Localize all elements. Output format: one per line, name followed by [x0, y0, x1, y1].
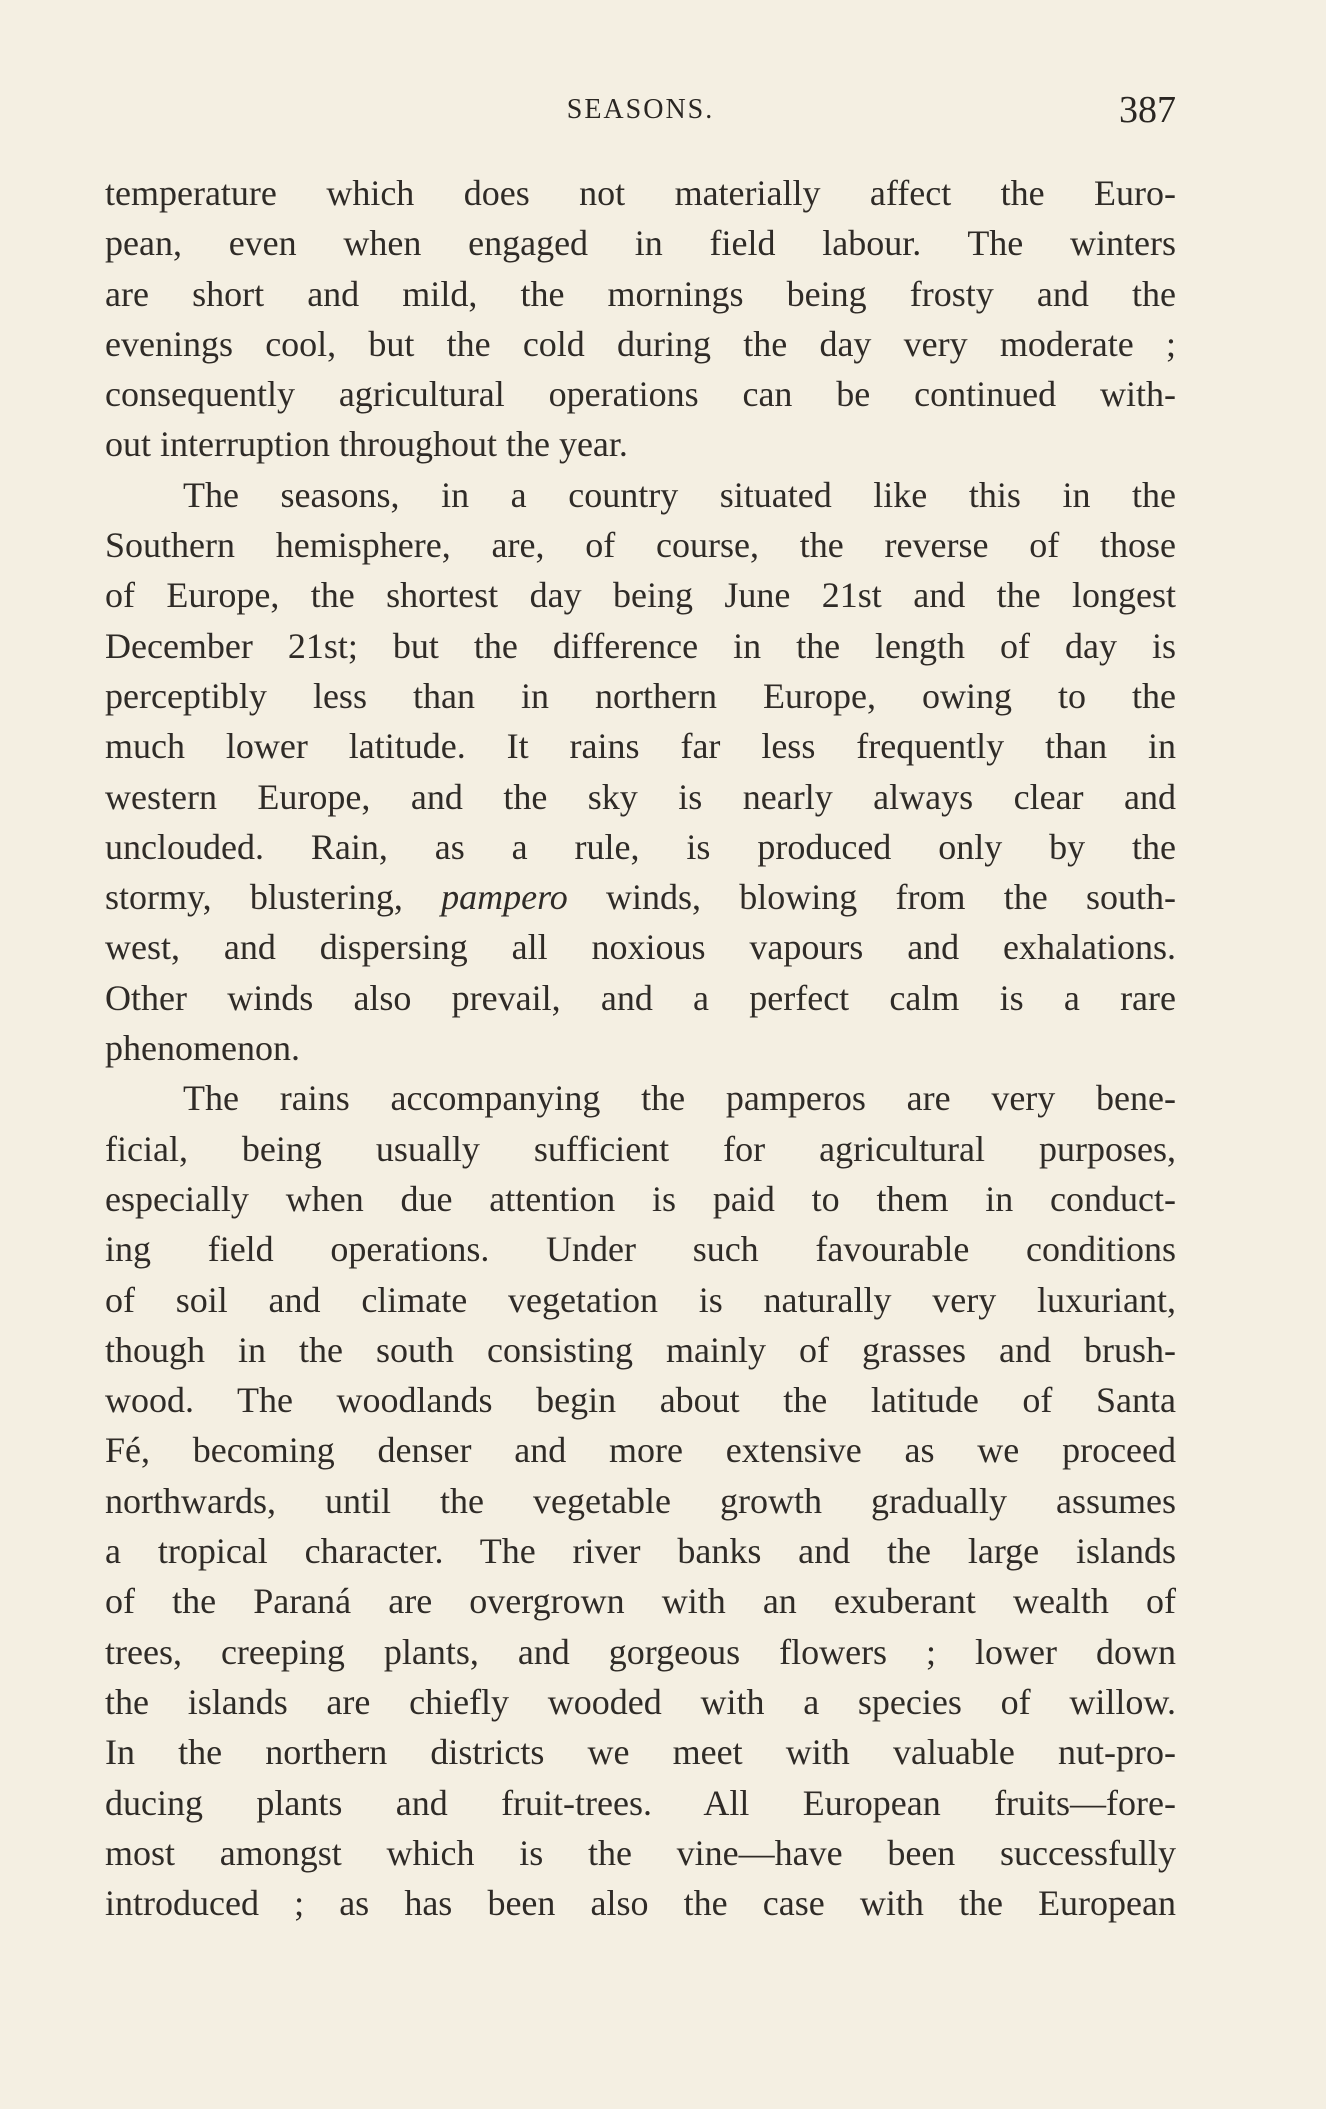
- text-line: introduced ; as has been also the case with the European: [105, 1883, 1176, 1924]
- running-head: SEASONS.: [566, 94, 715, 125]
- text-line: ficial, being usually sufficient for agricultural purposes,: [105, 1128, 1176, 1169]
- text-line: a tropical character. The river banks and the large islands: [105, 1531, 1176, 1572]
- page-header: [105, 88, 1176, 138]
- text-line: much lower latitude. It rains far less frequently than in: [105, 726, 1176, 767]
- text-line: phenomenon.: [105, 1028, 300, 1069]
- text-line: ducing plants and fruit-trees. All European fruits—fore-: [105, 1782, 1176, 1823]
- text-line: northwards, until the vegetable growth gradually assumes: [105, 1480, 1176, 1521]
- text-line: Other winds also prevail, and a perfect calm is a rare: [105, 977, 1176, 1018]
- page-number: 387: [1119, 89, 1176, 131]
- text-line: perceptibly less than in northern Europe, owing to the: [105, 675, 1176, 716]
- text-line: The seasons, in a country situated like this in the: [183, 474, 1176, 515]
- text-line: pean, even when engaged in field labour. The winters: [105, 223, 1176, 264]
- text-line: especially when due attention is paid to them in conduct-: [105, 1178, 1176, 1219]
- text-line: In the northern districts we meet with valuable nut-pro-: [105, 1732, 1176, 1773]
- text-line: of the Paraná are overgrown with an exuberant wealth of: [105, 1581, 1176, 1622]
- text-line: consequently agricultural operations can be continued with-: [105, 374, 1176, 415]
- text-line: wood. The woodlands begin about the latitude of Santa: [105, 1380, 1176, 1421]
- text-line: though in the south consisting mainly of grasses and brush-: [105, 1329, 1176, 1370]
- text-line: Fé, becoming denser and more extensive as we proceed: [105, 1430, 1176, 1471]
- text-line: trees, creeping plants, and gorgeous flowers ; lower down: [105, 1631, 1176, 1672]
- text-line: [105, 872, 1176, 922]
- text-line: unclouded. Rain, as a rule, is produced only by the: [105, 826, 1176, 867]
- text-line: western Europe, and the sky is nearly always clear and: [105, 776, 1176, 817]
- text-line: out interruption throughout the year.: [105, 424, 628, 465]
- text-line: the islands are chiefly wooded with a species of willow.: [105, 1681, 1176, 1722]
- body-text: [105, 168, 1176, 1928]
- text-line: of Europe, the shortest day being June 21st and the longest: [105, 575, 1176, 616]
- text-line: December 21st; but the difference in the length of day is: [105, 625, 1176, 666]
- text-line: ing field operations. Under such favourable conditions: [105, 1229, 1176, 1270]
- text-segment: stormy, blustering,: [105, 877, 442, 918]
- text-line: west, and dispersing all noxious vapours and exhalations.: [105, 927, 1176, 968]
- text-line: temperature which does not materially affect the Euro-: [105, 173, 1176, 213]
- text-line: The rains accompanying the pamperos are very bene-: [183, 1078, 1176, 1119]
- text-line: most amongst which is the vine—have been successfully: [105, 1832, 1176, 1873]
- text-segment: winds, blowing from the south-: [567, 877, 1176, 918]
- text-line: evenings cool, but the cold during the day very moderate ;: [105, 323, 1176, 364]
- text-line: are short and mild, the mornings being frosty and the: [105, 273, 1176, 314]
- text-line: of soil and climate vegetation is naturally very luxuriant,: [105, 1279, 1176, 1320]
- italic-word: pampero: [441, 877, 568, 918]
- text-line: Southern hemisphere, are, of course, the reverse of those: [105, 525, 1176, 566]
